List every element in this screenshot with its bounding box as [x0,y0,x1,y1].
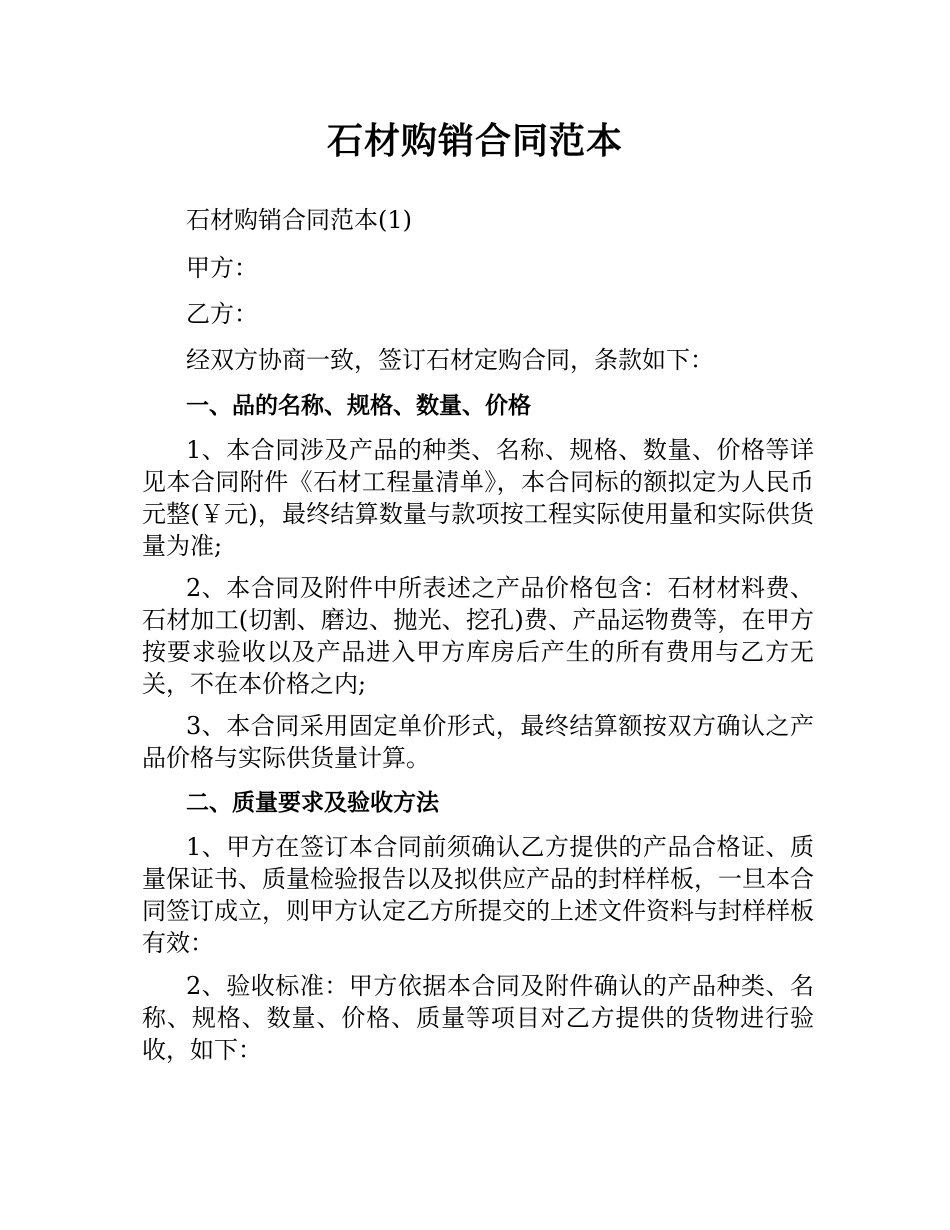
section-2-heading: 二、质量要求及验收方法 [186,790,439,816]
section-2-clause-1: 1、甲方在签订本合同前须确认乙方提供的产品合格证、质量保证书、质量检验报告以及拟供应产品的封样样板，一旦本合同签订成立，则甲方认定乙方所提交的上述文件资料与封样样板有效： [142,833,814,957]
section-1-clause-2: 2、本合同及附件中所表述之产品价格包含：石材材料费、石材加工(切割、磨边、抛光、挖孔)费、产品运物费等，在甲方按要求验收以及产品进入甲方库房后产生的所有费用与乙方无关，不在本价格之内; [142,574,814,698]
section-1-heading: 一、品的名称、规格、数量、价格 [186,393,531,419]
party-a-label: 甲方： [186,254,258,282]
section-1-clause-1: 1、本合同涉及产品的种类、名称、规格、数量、价格等详见本合同附件《石材工程量清单》，本合同标的额拟定为人民币元整(￥元)，最终结算数量与款项按工程实际使用量和实际供货量为准; [142,436,814,560]
document-subtitle: 石材购销合同范本(1) [186,206,412,234]
party-b-label: 乙方： [186,300,258,328]
section-1-clause-3: 3、本合同采用固定单价形式，最终结算额按双方确认之产品价格与实际供货量计算。 [142,712,814,772]
document-title: 石材购销合同范本 [326,121,623,162]
intro-text: 经双方协商一致，签订石材定购合同，条款如下： [186,346,714,374]
section-2-clause-2: 2、验收标准：甲方依据本合同及附件确认的产品种类、名称、规格、数量、价格、质量等项目对乙方提供的货物进行验收，如下： [142,972,814,1064]
